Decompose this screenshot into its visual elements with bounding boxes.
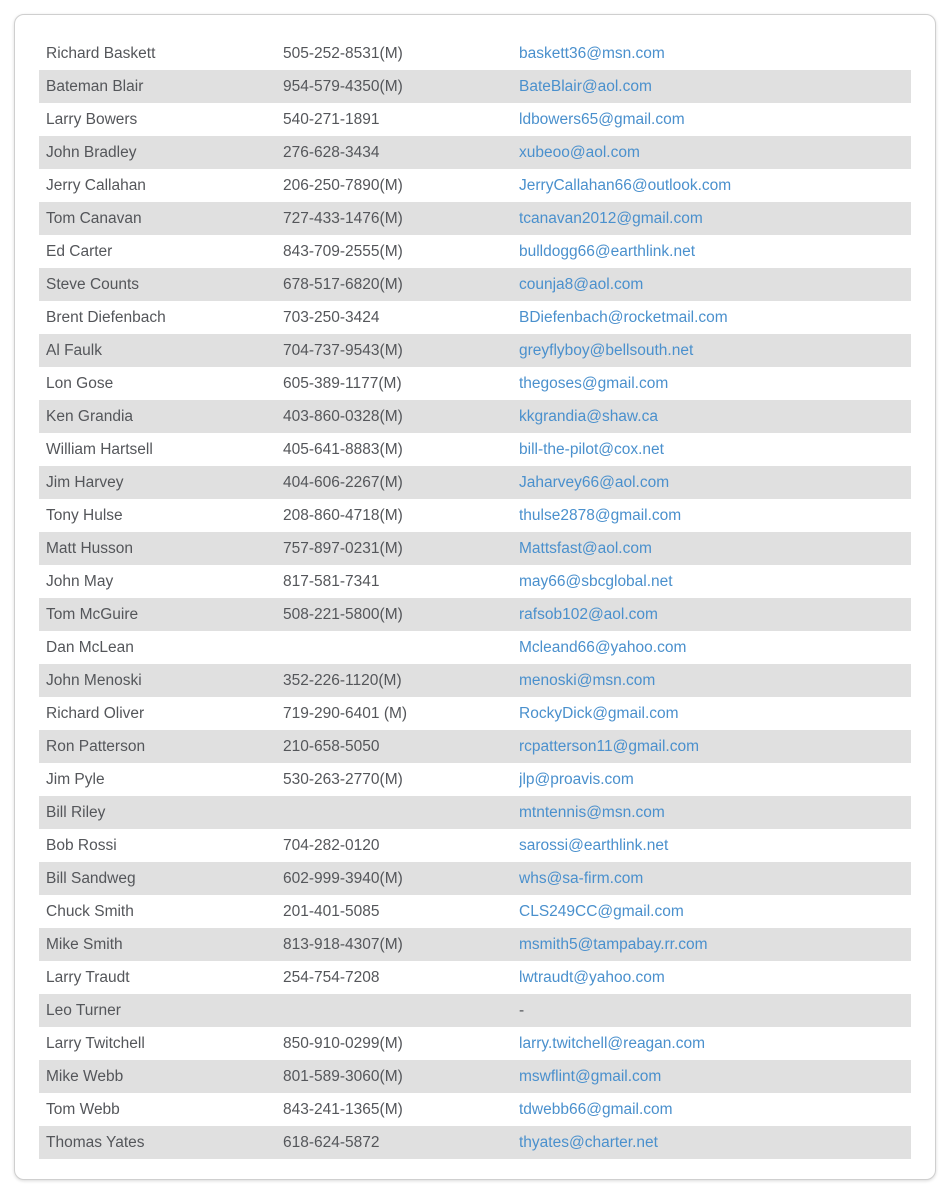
contact-email-link[interactable]: jlp@proavis.com xyxy=(519,771,634,788)
contact-row xyxy=(39,1093,911,1126)
contact-phone xyxy=(283,796,519,829)
contact-phone: 276-628-3434 xyxy=(283,144,380,161)
contact-email-cell xyxy=(519,433,911,466)
contact-email-link[interactable]: tdwebb66@gmail.com xyxy=(519,1101,673,1118)
contact-row xyxy=(39,103,911,136)
contact-phone: 618-624-5872 xyxy=(283,1134,380,1151)
contact-name: Tony Hulse xyxy=(46,507,123,524)
contact-row xyxy=(39,730,911,763)
contact-name: Larry Twitchell xyxy=(46,1035,145,1052)
contact-row xyxy=(39,235,911,268)
contact-row xyxy=(39,1027,911,1060)
contact-email-link[interactable]: thulse2878@gmail.com xyxy=(519,507,682,524)
contact-email-cell xyxy=(519,37,911,70)
contact-row xyxy=(39,169,911,202)
contact-email-cell xyxy=(519,169,911,202)
contact-name: Bateman Blair xyxy=(46,78,144,95)
contact-email-link[interactable]: rcpatterson11@gmail.com xyxy=(519,738,699,755)
contact-phone: 704-737-9543(M) xyxy=(283,342,403,359)
contact-email-link[interactable]: Mattsfast@aol.com xyxy=(519,540,652,557)
contact-row xyxy=(39,499,911,532)
contact-name: Thomas Yates xyxy=(46,1134,145,1151)
contact-email-cell xyxy=(519,928,911,961)
contact-phone: 208-860-4718(M) xyxy=(283,507,403,524)
contact-row xyxy=(39,994,911,1027)
contact-email-link[interactable]: thyates@charter.net xyxy=(519,1134,658,1151)
contact-name: Bob Rossi xyxy=(46,837,117,854)
contact-email-link[interactable]: BateBlair@aol.com xyxy=(519,78,652,95)
contact-name: Tom Canavan xyxy=(46,210,142,227)
contact-name: Jim Pyle xyxy=(46,771,105,788)
contact-email-cell xyxy=(519,1093,911,1126)
contact-name: Jim Harvey xyxy=(46,474,124,491)
contact-email-link[interactable]: JerryCallahan66@outlook.com xyxy=(519,177,732,194)
contact-email-cell xyxy=(519,895,911,928)
contact-email-link[interactable]: bulldogg66@earthlink.net xyxy=(519,243,696,260)
contact-phone: 704-282-0120 xyxy=(283,837,380,854)
contact-row xyxy=(39,961,911,994)
contact-row xyxy=(39,466,911,499)
contact-email-empty: - xyxy=(519,1002,525,1019)
contact-email-cell xyxy=(519,235,911,268)
contact-email-link[interactable]: sarossi@earthlink.net xyxy=(519,837,669,854)
contact-row xyxy=(39,37,911,70)
contact-phone: 210-658-5050 xyxy=(283,738,380,755)
contact-email-cell xyxy=(519,202,911,235)
contact-name: Richard Baskett xyxy=(46,45,156,62)
contact-phone: 813-918-4307(M) xyxy=(283,936,403,953)
contact-name: Tom Webb xyxy=(46,1101,120,1118)
contact-email-link[interactable]: mtntennis@msn.com xyxy=(519,804,665,821)
contact-row xyxy=(39,367,911,400)
contact-phone: 719-290-6401 (M) xyxy=(283,705,408,722)
contact-phone: 540-271-1891 xyxy=(283,111,380,128)
contact-row xyxy=(39,829,911,862)
contact-email-link[interactable]: thegoses@gmail.com xyxy=(519,375,669,392)
contact-phone xyxy=(283,631,519,664)
contact-email-cell xyxy=(519,763,911,796)
contact-email-link[interactable]: Mcleand66@yahoo.com xyxy=(519,639,687,656)
contact-name: Bill Sandweg xyxy=(46,870,136,887)
contact-name: Bill Riley xyxy=(46,804,106,821)
contact-email-link[interactable]: tcanavan2012@gmail.com xyxy=(519,210,703,227)
contact-row xyxy=(39,664,911,697)
contact-email-cell xyxy=(519,664,911,697)
contact-email-cell xyxy=(519,367,911,400)
contact-phone: 206-250-7890(M) xyxy=(283,177,403,194)
contact-email-cell xyxy=(519,994,911,1027)
contact-phone: 508-221-5800(M) xyxy=(283,606,403,623)
contact-row xyxy=(39,136,911,169)
contact-email-link[interactable]: RockyDick@gmail.com xyxy=(519,705,679,722)
contact-row xyxy=(39,532,911,565)
contact-name: Tom McGuire xyxy=(46,606,139,623)
contact-email-cell xyxy=(519,565,911,598)
contact-email-cell xyxy=(519,334,911,367)
contact-phone: 843-709-2555(M) xyxy=(283,243,403,260)
contact-email-link[interactable]: mswflint@gmail.com xyxy=(519,1068,662,1085)
contact-name: Steve Counts xyxy=(46,276,140,293)
contact-email-cell xyxy=(519,1027,911,1060)
contact-name: Lon Gose xyxy=(46,375,114,392)
contact-name: John May xyxy=(46,573,114,590)
contact-row xyxy=(39,796,911,829)
contact-row xyxy=(39,268,911,301)
contact-row xyxy=(39,202,911,235)
contact-name: John Menoski xyxy=(46,672,142,689)
contact-list-card xyxy=(14,14,936,1180)
contact-email-cell xyxy=(519,862,911,895)
contact-phone: 201-401-5085 xyxy=(283,903,380,920)
contact-email-cell xyxy=(519,796,911,829)
contact-email-cell xyxy=(519,70,911,103)
contact-phone: 801-589-3060(M) xyxy=(283,1068,403,1085)
contact-row xyxy=(39,433,911,466)
contact-phone: 605-389-1177(M) xyxy=(283,375,402,392)
contact-row xyxy=(39,697,911,730)
contact-email-link[interactable]: may66@sbcglobal.net xyxy=(519,573,673,590)
contact-row xyxy=(39,598,911,631)
contact-name: John Bradley xyxy=(46,144,137,161)
contact-email-cell xyxy=(519,301,911,334)
contact-name: Ed Carter xyxy=(46,243,113,260)
contact-row xyxy=(39,862,911,895)
contact-phone: 703-250-3424 xyxy=(283,309,380,326)
contact-email-cell xyxy=(519,697,911,730)
contact-phone: 530-263-2770(M) xyxy=(283,771,403,788)
contact-name: Dan McLean xyxy=(46,639,134,656)
contact-email-cell xyxy=(519,1126,911,1159)
contact-row xyxy=(39,70,911,103)
contact-email-link[interactable]: whs@sa-firm.com xyxy=(519,870,644,887)
contact-row xyxy=(39,301,911,334)
contact-email-link[interactable]: ldbowers65@gmail.com xyxy=(519,111,685,128)
contact-email-cell xyxy=(519,1060,911,1093)
contact-phone: 727-433-1476(M) xyxy=(283,210,403,227)
contact-row xyxy=(39,1060,911,1093)
contact-email-cell xyxy=(519,961,911,994)
contact-phone: 505-252-8531(M) xyxy=(283,45,403,62)
contact-email-link[interactable]: greyflyboy@bellsouth.net xyxy=(519,342,694,359)
contact-phone: 404-606-2267(M) xyxy=(283,474,403,491)
contact-email-link[interactable]: kkgrandia@shaw.ca xyxy=(519,408,658,425)
contact-email-link[interactable]: menoski@msn.com xyxy=(519,672,656,689)
contact-name: Richard Oliver xyxy=(46,705,145,722)
contact-email-link[interactable]: CLS249CC@gmail.com xyxy=(519,903,684,920)
contact-name: Al Faulk xyxy=(46,342,102,359)
contact-email-link[interactable]: counja8@aol.com xyxy=(519,276,644,293)
contact-phone: 954-579-4350(M) xyxy=(283,78,403,95)
contact-name: Matt Husson xyxy=(46,540,134,557)
contact-phone: 403-860-0328(M) xyxy=(283,408,403,425)
contact-phone: 843-241-1365(M) xyxy=(283,1101,403,1118)
contact-phone: 757-897-0231(M) xyxy=(283,540,403,557)
contact-name: William Hartsell xyxy=(46,441,153,458)
contact-name: Larry Traudt xyxy=(46,969,130,986)
contact-email-cell xyxy=(519,730,911,763)
contact-row xyxy=(39,1126,911,1159)
contact-name: Leo Turner xyxy=(46,1002,121,1019)
contact-email-cell xyxy=(519,466,911,499)
contact-row xyxy=(39,565,911,598)
contact-row xyxy=(39,400,911,433)
contact-row xyxy=(39,631,911,664)
contact-name: Ken Grandia xyxy=(46,408,134,425)
contact-email-link[interactable]: rafsob102@aol.com xyxy=(519,606,658,623)
contact-email-link[interactable]: BDiefenbach@rocketmail.com xyxy=(519,309,728,326)
contact-email-cell xyxy=(519,103,911,136)
contact-email-link[interactable]: xubeoo@aol.com xyxy=(519,144,640,161)
contact-name: Larry Bowers xyxy=(46,111,138,128)
contact-email-cell xyxy=(519,268,911,301)
contact-phone: 817-581-7341 xyxy=(283,573,380,590)
contact-row xyxy=(39,763,911,796)
contact-phone xyxy=(283,994,519,1027)
contact-name: Mike Webb xyxy=(46,1068,124,1085)
contact-email-cell xyxy=(519,400,911,433)
contact-name: Jerry Callahan xyxy=(46,177,146,194)
contact-email-link[interactable]: baskett36@msn.com xyxy=(519,45,665,62)
contact-phone: 352-226-1120(M) xyxy=(283,672,402,689)
contact-email-link[interactable]: Jaharvey66@aol.com xyxy=(519,474,670,491)
contact-name: Ron Patterson xyxy=(46,738,146,755)
contact-phone: 602-999-3940(M) xyxy=(283,870,403,887)
contact-name: Chuck Smith xyxy=(46,903,134,920)
contact-email-cell xyxy=(519,136,911,169)
contact-email-link[interactable]: bill-the-pilot@cox.net xyxy=(519,441,664,458)
contact-email-cell xyxy=(519,829,911,862)
contact-row xyxy=(39,928,911,961)
contact-email-link[interactable]: lwtraudt@yahoo.com xyxy=(519,969,665,986)
contact-email-cell xyxy=(519,499,911,532)
contact-email-cell xyxy=(519,598,911,631)
contact-email-cell xyxy=(519,631,911,664)
contact-row xyxy=(39,895,911,928)
contact-name: Mike Smith xyxy=(46,936,123,953)
contact-phone: 405-641-8883(M) xyxy=(283,441,403,458)
contact-email-link[interactable]: larry.twitchell@reagan.com xyxy=(519,1035,706,1052)
contact-row xyxy=(39,334,911,367)
contact-name: Brent Diefenbach xyxy=(46,309,166,326)
contact-email-cell xyxy=(519,532,911,565)
contact-phone: 254-754-7208 xyxy=(283,969,380,986)
contact-phone: 678-517-6820(M) xyxy=(283,276,403,293)
contact-email-link[interactable]: msmith5@tampabay.rr.com xyxy=(519,936,708,953)
contact-phone: 850-910-0299(M) xyxy=(283,1035,403,1052)
